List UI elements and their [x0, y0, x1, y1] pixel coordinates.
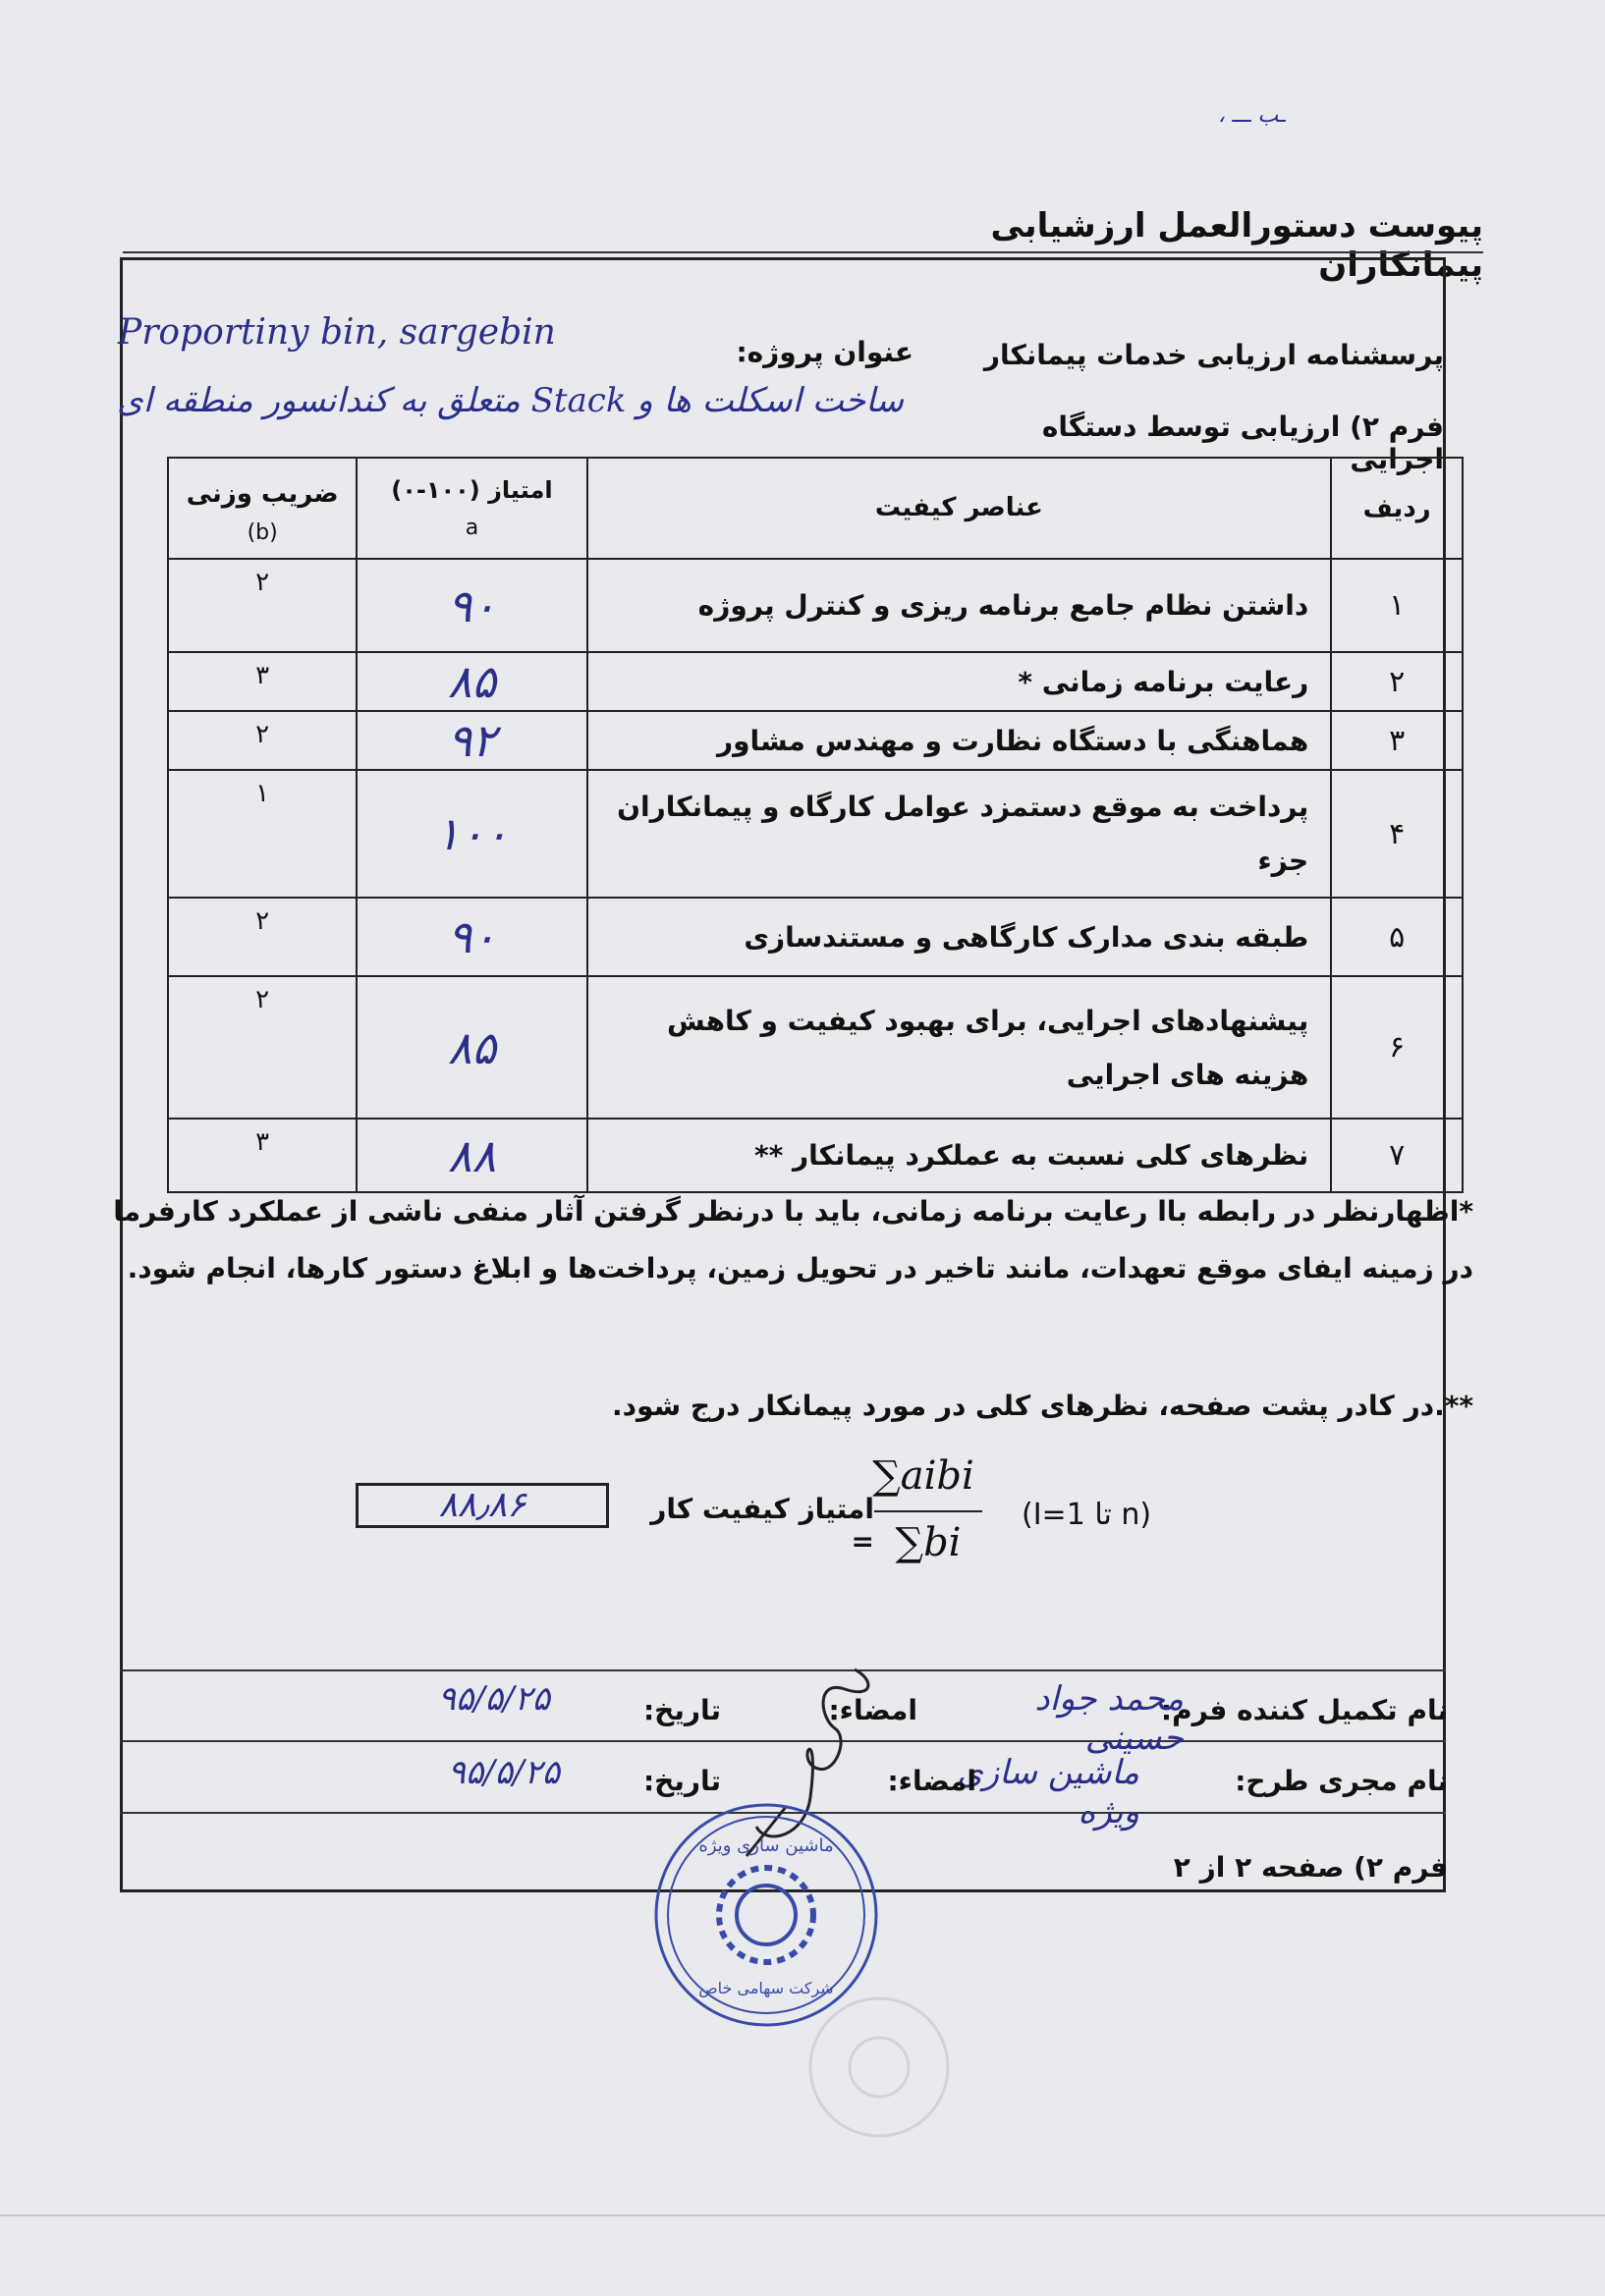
header-row-number: ردیف: [1331, 458, 1463, 559]
header-weight: ضریب وزنی (b): [168, 458, 357, 559]
row-score-value: ۸۵: [447, 655, 497, 708]
row-weight: ۲: [168, 976, 357, 1119]
row-score: [357, 1119, 586, 1192]
row-number: ۶: [1331, 976, 1463, 1119]
row-weight: ۳: [168, 652, 357, 711]
row-score: [357, 652, 586, 711]
total-score-box: ۸۸٫۸۶: [356, 1483, 609, 1528]
row-score: [357, 711, 586, 770]
row-weight: ۱: [168, 770, 357, 898]
header-score-sub: a: [465, 516, 479, 540]
page-bottom-edge: [0, 2214, 1605, 2216]
row-criteria: نظرهای کلی نسبت به عملکرد پیمانکار **: [587, 1119, 1332, 1192]
row-score-value: ۱۰۰: [435, 807, 509, 860]
row-criteria: پیشنهادهای اجرایی، برای بهبود کیفیت و کاهش هزینه های اجرایی: [587, 976, 1332, 1119]
executor-name: ماشین سازی ویژه: [957, 1753, 1139, 1831]
table-header-row: [168, 458, 1463, 559]
formula-numerator: ∑aibi: [872, 1453, 974, 1499]
formula-denominator: ∑bi: [895, 1520, 962, 1565]
project-title-handwritten-fa: ساخت اسکلت ها و Stack متعلق به کندانسور منطقه ای: [116, 381, 904, 420]
executor-date-label: تاریخ:: [642, 1765, 721, 1797]
note-general-comments: **.در کادر پشت صفحه، نظرهای کلی در مورد پیمانکار درج شود.: [612, 1390, 1473, 1422]
note-schedule: *اظهارنظر در رابطه باا رعایت برنامه زمانی، باید با درنظر گرفتن آثار منفی ناشی از عملکرد کارفرما در زمینه ایفای موقع تعهدات، مانند تاخیر در تحویل زمین، پرداخت‌ها و ابلاغ دستور کارها، انجام شود.: [113, 1195, 1473, 1285]
row-number: ۱: [1331, 559, 1463, 652]
table-row: [168, 559, 1463, 652]
formula-fraction-bar: [874, 1510, 982, 1512]
executor-date: ۹۵/۵/۲۵: [447, 1753, 560, 1792]
row-weight: ۳: [168, 1119, 357, 1192]
evaluation-table: [167, 457, 1464, 1193]
table-row: [168, 976, 1463, 1119]
header-weight-sub: (b): [247, 519, 278, 545]
executor-sign-label: امضاء:: [887, 1765, 976, 1797]
table-row: [168, 1119, 1463, 1192]
header-score: امتیاز (۱۰۰-۰) a: [357, 458, 586, 559]
row-criteria: طبقه بندی مدارک کارگاهی و مستندسازی: [587, 898, 1332, 976]
row-score-value: ۹۰: [447, 578, 497, 632]
row-score: [357, 770, 586, 898]
table-row: [168, 898, 1463, 976]
row-weight: ۲: [168, 711, 357, 770]
row-number: ۴: [1331, 770, 1463, 898]
questionnaire-title: پرسشنامه ارزیابی خدمات پیمانکار: [983, 339, 1444, 371]
project-title-label: عنوان پروژه:: [736, 336, 913, 368]
row-score-value: ۸۸: [447, 1128, 497, 1182]
row-number: ۳: [1331, 711, 1463, 770]
table-row: [168, 711, 1463, 770]
row-number: ۲: [1331, 652, 1463, 711]
table-row: [168, 652, 1463, 711]
table-row: [168, 770, 1463, 898]
completer-name: محمد جواد حسینی: [1034, 1679, 1184, 1758]
row-number: ۵: [1331, 898, 1463, 976]
completer-date: ۹۵/۵/۲۵: [437, 1679, 550, 1719]
stamp-top-text: ماشین سازی ویژه: [698, 1835, 834, 1856]
completer-date-label: تاریخ:: [642, 1694, 721, 1726]
row-score-value: ۸۵: [447, 1020, 497, 1074]
faded-seal-impression: [805, 1994, 953, 2141]
completer-label: نام تکمیل کننده فرم:: [1160, 1694, 1448, 1726]
header-criteria: عناصر کیفیت: [587, 458, 1332, 559]
row-criteria: رعایت برنامه زمانی *: [587, 652, 1332, 711]
formula-range: (I=1 تا n): [1022, 1498, 1152, 1532]
row-score: [357, 559, 586, 652]
row-weight: ۲: [168, 559, 357, 652]
row-score: [357, 898, 586, 976]
row-score-value: ۹۲: [447, 714, 497, 767]
row-score-value: ۹۰: [447, 910, 497, 963]
formula-label: امتیاز کیفیت کار =: [650, 1493, 874, 1558]
row-score: [357, 976, 586, 1119]
row-weight: ۲: [168, 898, 357, 976]
header-divider: [123, 251, 1483, 253]
form-title: فرم ۲) ارزیابی توسط دستگاه اجرایی: [1041, 410, 1444, 475]
row-number: ۷: [1331, 1119, 1463, 1192]
corner-handwritten-mark: ـب ـــ ،: [1218, 103, 1286, 128]
stamp-bottom-text: شرکت سهامی خاص: [698, 1979, 834, 1997]
row-criteria: پرداخت به موقع دستمزد عوامل کارگاه و پیمانکاران جزء: [587, 770, 1332, 898]
row-criteria: داشتن نظام جامع برنامه ریزی و کنترل پروژه: [587, 559, 1332, 652]
row-criteria: هماهنگی با دستگاه نظارت و مهندس مشاور: [587, 711, 1332, 770]
footer-page-text: فرم ۲) صفحه ۲ از ۲: [1173, 1851, 1448, 1884]
project-title-handwritten-en: Proportiny bin, sargebin: [118, 312, 556, 353]
executor-label: نام مجری طرح:: [1235, 1765, 1448, 1797]
completer-sign-label: امضاء:: [828, 1694, 917, 1726]
page-header-title: پیوست دستورالعمل ارزشیابی پیمانکاران: [990, 206, 1483, 285]
